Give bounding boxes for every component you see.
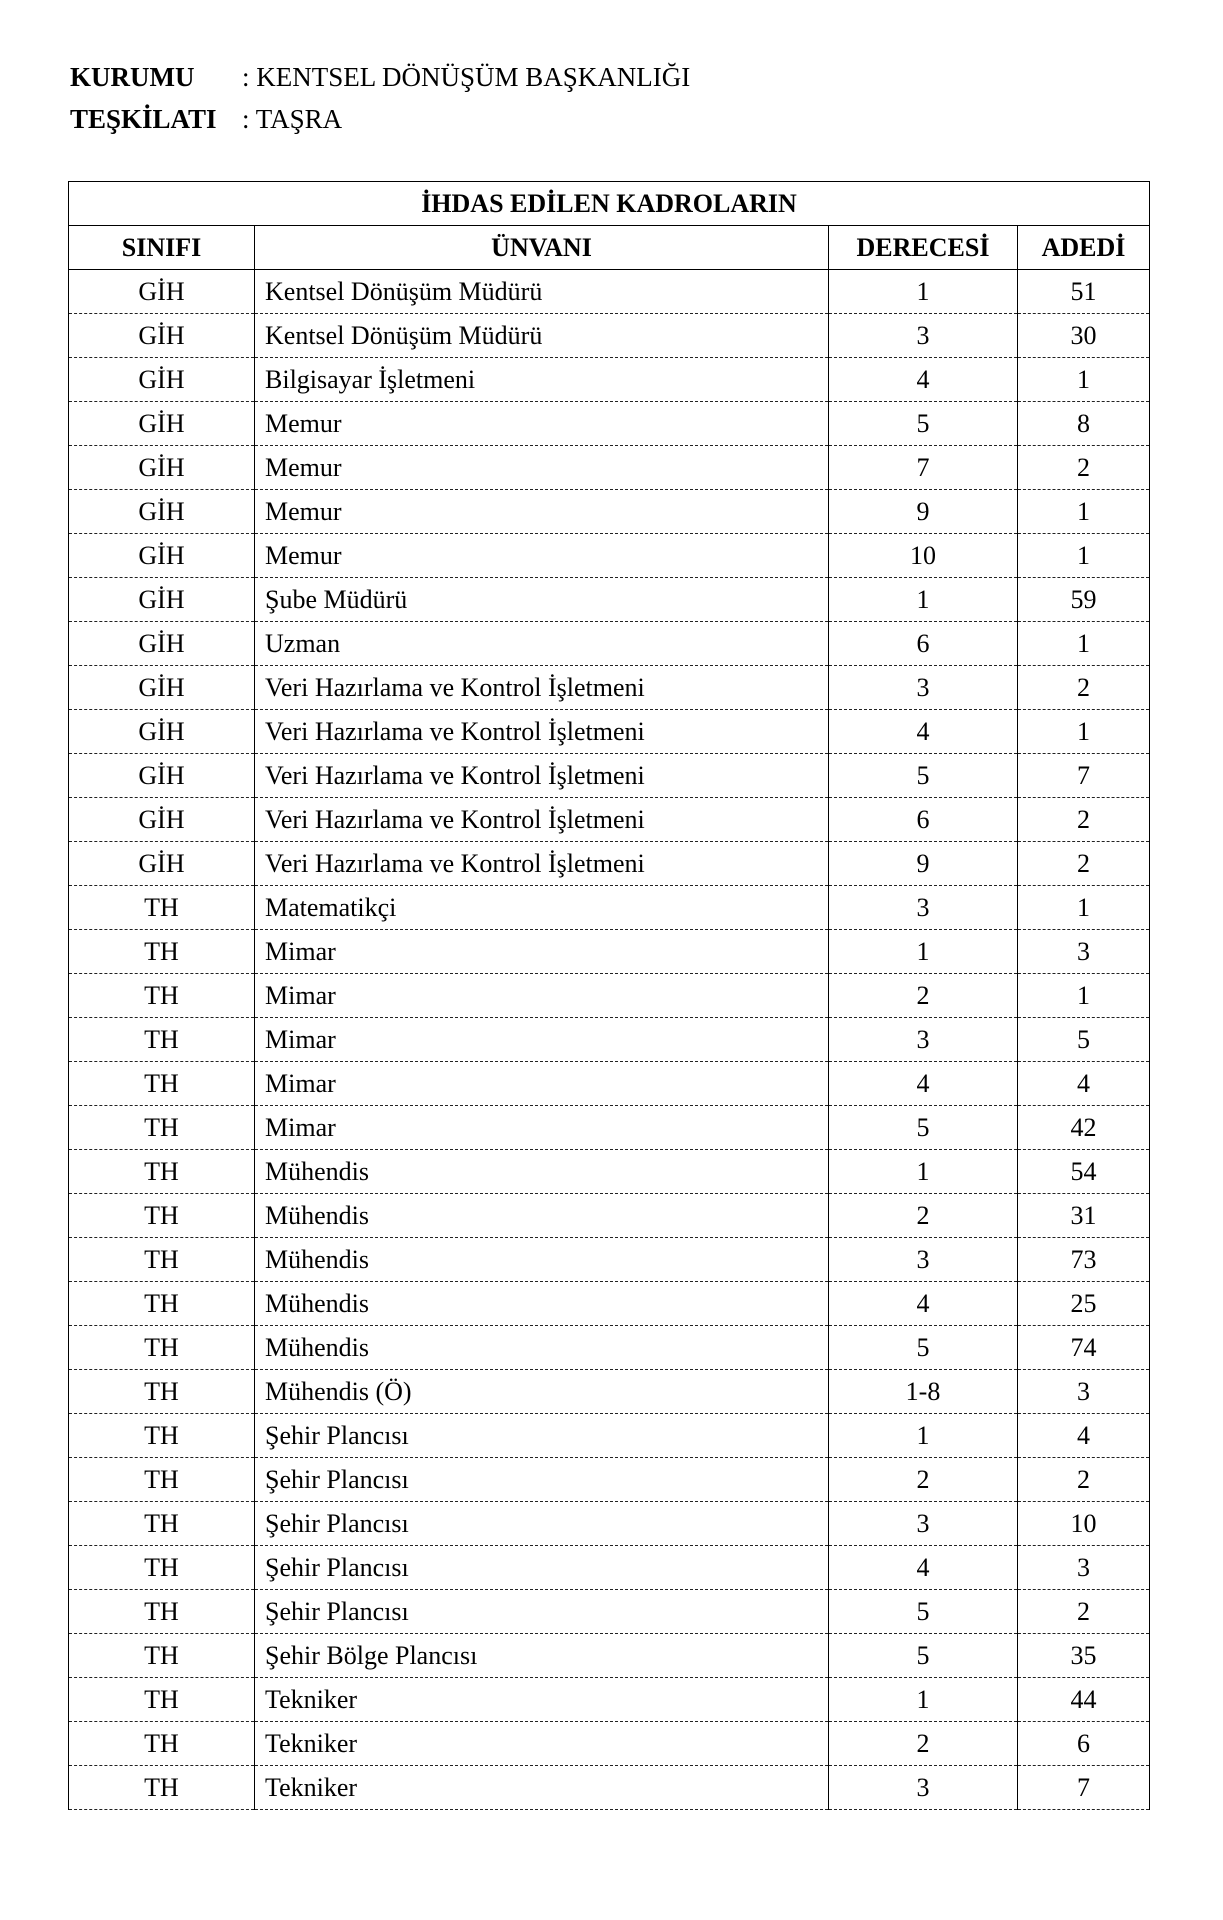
cell-count: 1	[1018, 358, 1150, 402]
cell-grade: 5	[829, 1634, 1018, 1678]
table-row	[69, 1370, 1150, 1414]
cell-grade: 7	[829, 446, 1018, 490]
cell-title: Şehir Plancısı	[255, 1502, 829, 1546]
cell-class: GİH	[69, 446, 255, 490]
cell-grade: 3	[829, 314, 1018, 358]
cell-title: Mimar	[255, 1018, 829, 1062]
cell-class: TH	[69, 1326, 255, 1370]
cell-count: 74	[1018, 1326, 1150, 1370]
cell-count: 1	[1018, 974, 1150, 1018]
cell-class: TH	[69, 1458, 255, 1502]
table-row	[69, 1062, 1150, 1106]
cell-grade: 1	[829, 930, 1018, 974]
table-row	[69, 798, 1150, 842]
cell-title: Kentsel Dönüşüm Müdürü	[255, 314, 829, 358]
cell-count: 4	[1018, 1062, 1150, 1106]
table-row	[69, 1326, 1150, 1370]
cell-count: 5	[1018, 1018, 1150, 1062]
cell-title: Mühendis	[255, 1326, 829, 1370]
cell-count: 6	[1018, 1722, 1150, 1766]
cell-count: 1	[1018, 622, 1150, 666]
cell-grade: 5	[829, 1106, 1018, 1150]
cell-count: 42	[1018, 1106, 1150, 1150]
cell-count: 7	[1018, 1766, 1150, 1810]
cell-count: 4	[1018, 1414, 1150, 1458]
table-row	[69, 1546, 1150, 1590]
organization-line	[70, 102, 342, 136]
cell-class: GİH	[69, 402, 255, 446]
cell-grade: 4	[829, 1546, 1018, 1590]
cell-class: TH	[69, 1194, 255, 1238]
cell-class: TH	[69, 1238, 255, 1282]
table-row	[69, 1458, 1150, 1502]
cell-class: GİH	[69, 666, 255, 710]
cell-class: TH	[69, 1634, 255, 1678]
cell-count: 73	[1018, 1238, 1150, 1282]
cell-grade: 10	[829, 534, 1018, 578]
table-row	[69, 1678, 1150, 1722]
table-row	[69, 1766, 1150, 1810]
cell-class: TH	[69, 1370, 255, 1414]
institution-value: : KENTSEL DÖNÜŞÜM BAŞKANLIĞI	[242, 62, 691, 92]
cell-title: Şehir Plancısı	[255, 1458, 829, 1502]
cell-count: 2	[1018, 666, 1150, 710]
cell-title: Veri Hazırlama ve Kontrol İşletmeni	[255, 842, 829, 886]
table-row	[69, 930, 1150, 974]
cell-grade: 5	[829, 1590, 1018, 1634]
table-row	[69, 1194, 1150, 1238]
cell-title: Memur	[255, 446, 829, 490]
column-header-count: ADEDİ	[1018, 226, 1150, 270]
cell-grade: 5	[829, 754, 1018, 798]
cell-title: Şehir Plancısı	[255, 1414, 829, 1458]
table-row	[69, 1282, 1150, 1326]
cell-grade: 1	[829, 1150, 1018, 1194]
cell-class: TH	[69, 1018, 255, 1062]
cell-title: Mühendis	[255, 1150, 829, 1194]
cell-class: GİH	[69, 578, 255, 622]
cell-title: Şehir Plancısı	[255, 1590, 829, 1634]
organization-label: TEŞKİLATI	[70, 104, 217, 134]
cell-class: TH	[69, 974, 255, 1018]
table-row	[69, 578, 1150, 622]
table-row	[69, 1722, 1150, 1766]
cell-title: Veri Hazırlama ve Kontrol İşletmeni	[255, 754, 829, 798]
institution-line	[70, 60, 690, 94]
cell-class: TH	[69, 1678, 255, 1722]
cell-grade: 4	[829, 1282, 1018, 1326]
cell-title: Şehir Plancısı	[255, 1546, 829, 1590]
cell-count: 2	[1018, 1458, 1150, 1502]
cell-title: Mühendis	[255, 1238, 829, 1282]
table-row	[69, 402, 1150, 446]
cell-title: Bilgisayar İşletmeni	[255, 358, 829, 402]
cell-class: TH	[69, 1062, 255, 1106]
cell-count: 1	[1018, 490, 1150, 534]
table-title: İHDAS EDİLEN KADROLARIN	[69, 182, 1150, 226]
cell-grade: 4	[829, 710, 1018, 754]
cell-count: 3	[1018, 1546, 1150, 1590]
cell-class: GİH	[69, 314, 255, 358]
cell-count: 1	[1018, 534, 1150, 578]
table-row	[69, 666, 1150, 710]
cell-count: 10	[1018, 1502, 1150, 1546]
cell-grade: 1-8	[829, 1370, 1018, 1414]
cell-count: 1	[1018, 710, 1150, 754]
cell-grade: 9	[829, 490, 1018, 534]
cell-title: Mimar	[255, 1062, 829, 1106]
cell-class: TH	[69, 1590, 255, 1634]
cell-title: Veri Hazırlama ve Kontrol İşletmeni	[255, 798, 829, 842]
cell-class: GİH	[69, 754, 255, 798]
cell-title: Şube Müdürü	[255, 578, 829, 622]
cell-count: 54	[1018, 1150, 1150, 1194]
table-body	[69, 270, 1150, 1810]
cell-class: GİH	[69, 710, 255, 754]
cell-class: TH	[69, 1722, 255, 1766]
cell-title: Mühendis	[255, 1282, 829, 1326]
cell-title: Veri Hazırlama ve Kontrol İşletmeni	[255, 666, 829, 710]
cell-count: 2	[1018, 1590, 1150, 1634]
table-row	[69, 1150, 1150, 1194]
cell-grade: 3	[829, 1502, 1018, 1546]
table-row	[69, 1018, 1150, 1062]
cell-grade: 6	[829, 622, 1018, 666]
table-row	[69, 1590, 1150, 1634]
table-row	[69, 842, 1150, 886]
organization-value: : TAŞRA	[242, 104, 343, 134]
cell-grade: 5	[829, 1326, 1018, 1370]
cell-class: TH	[69, 1150, 255, 1194]
cell-title: Mimar	[255, 1106, 829, 1150]
cell-grade: 3	[829, 1766, 1018, 1810]
cell-count: 35	[1018, 1634, 1150, 1678]
cell-class: TH	[69, 1414, 255, 1458]
cell-grade: 2	[829, 1194, 1018, 1238]
table-row	[69, 534, 1150, 578]
cell-count: 3	[1018, 1370, 1150, 1414]
cell-grade: 1	[829, 270, 1018, 314]
cell-count: 3	[1018, 930, 1150, 974]
cell-title: Mühendis	[255, 1194, 829, 1238]
column-header-grade: DERECESİ	[829, 226, 1018, 270]
column-header-class: SINIFI	[69, 226, 255, 270]
cell-title: Tekniker	[255, 1722, 829, 1766]
cell-grade: 3	[829, 666, 1018, 710]
positions-table	[68, 181, 1150, 1810]
cell-class: GİH	[69, 622, 255, 666]
column-header-title: ÜNVANI	[255, 226, 829, 270]
cell-count: 44	[1018, 1678, 1150, 1722]
cell-grade: 3	[829, 1018, 1018, 1062]
cell-grade: 6	[829, 798, 1018, 842]
cell-grade: 1	[829, 578, 1018, 622]
cell-count: 51	[1018, 270, 1150, 314]
cell-title: Mimar	[255, 974, 829, 1018]
cell-title: Memur	[255, 534, 829, 578]
cell-class: GİH	[69, 842, 255, 886]
cell-count: 2	[1018, 798, 1150, 842]
table-row	[69, 490, 1150, 534]
cell-grade: 5	[829, 402, 1018, 446]
cell-class: TH	[69, 1546, 255, 1590]
table-row	[69, 622, 1150, 666]
cell-class: TH	[69, 1766, 255, 1810]
cell-grade: 3	[829, 1238, 1018, 1282]
table-row	[69, 1106, 1150, 1150]
table-row	[69, 1502, 1150, 1546]
cell-count: 1	[1018, 886, 1150, 930]
cell-grade: 2	[829, 974, 1018, 1018]
cell-class: GİH	[69, 358, 255, 402]
table-header-row	[69, 226, 1150, 270]
cell-grade: 9	[829, 842, 1018, 886]
cell-title: Tekniker	[255, 1766, 829, 1810]
cell-count: 25	[1018, 1282, 1150, 1326]
cell-count: 31	[1018, 1194, 1150, 1238]
cell-title: Veri Hazırlama ve Kontrol İşletmeni	[255, 710, 829, 754]
cell-title: Memur	[255, 490, 829, 534]
cell-grade: 2	[829, 1458, 1018, 1502]
table-row	[69, 358, 1150, 402]
cell-title: Uzman	[255, 622, 829, 666]
cell-class: TH	[69, 1106, 255, 1150]
cell-count: 2	[1018, 446, 1150, 490]
cell-class: GİH	[69, 490, 255, 534]
cell-class: GİH	[69, 798, 255, 842]
cell-count: 2	[1018, 842, 1150, 886]
table-row	[69, 446, 1150, 490]
cell-count: 7	[1018, 754, 1150, 798]
table-row	[69, 710, 1150, 754]
table-title-row	[69, 182, 1150, 226]
cell-class: TH	[69, 930, 255, 974]
table-row	[69, 1634, 1150, 1678]
cell-class: GİH	[69, 270, 255, 314]
table-row	[69, 314, 1150, 358]
table-row	[69, 974, 1150, 1018]
cell-title: Kentsel Dönüşüm Müdürü	[255, 270, 829, 314]
cell-title: Matematikçi	[255, 886, 829, 930]
table-row	[69, 754, 1150, 798]
cell-count: 30	[1018, 314, 1150, 358]
cell-title: Memur	[255, 402, 829, 446]
institution-label: KURUMU	[70, 62, 195, 92]
cell-count: 8	[1018, 402, 1150, 446]
cell-class: TH	[69, 886, 255, 930]
cell-title: Mühendis (Ö)	[255, 1370, 829, 1414]
cell-title: Şehir Bölge Plancısı	[255, 1634, 829, 1678]
cell-title: Mimar	[255, 930, 829, 974]
cell-class: GİH	[69, 534, 255, 578]
table-row	[69, 1414, 1150, 1458]
cell-grade: 1	[829, 1678, 1018, 1722]
cell-grade: 1	[829, 1414, 1018, 1458]
cell-grade: 3	[829, 886, 1018, 930]
cell-grade: 4	[829, 1062, 1018, 1106]
cell-grade: 4	[829, 358, 1018, 402]
cell-grade: 2	[829, 1722, 1018, 1766]
cell-class: TH	[69, 1282, 255, 1326]
cell-title: Tekniker	[255, 1678, 829, 1722]
table-row	[69, 886, 1150, 930]
table-row	[69, 1238, 1150, 1282]
cell-count: 59	[1018, 578, 1150, 622]
table-row	[69, 270, 1150, 314]
cell-class: TH	[69, 1502, 255, 1546]
